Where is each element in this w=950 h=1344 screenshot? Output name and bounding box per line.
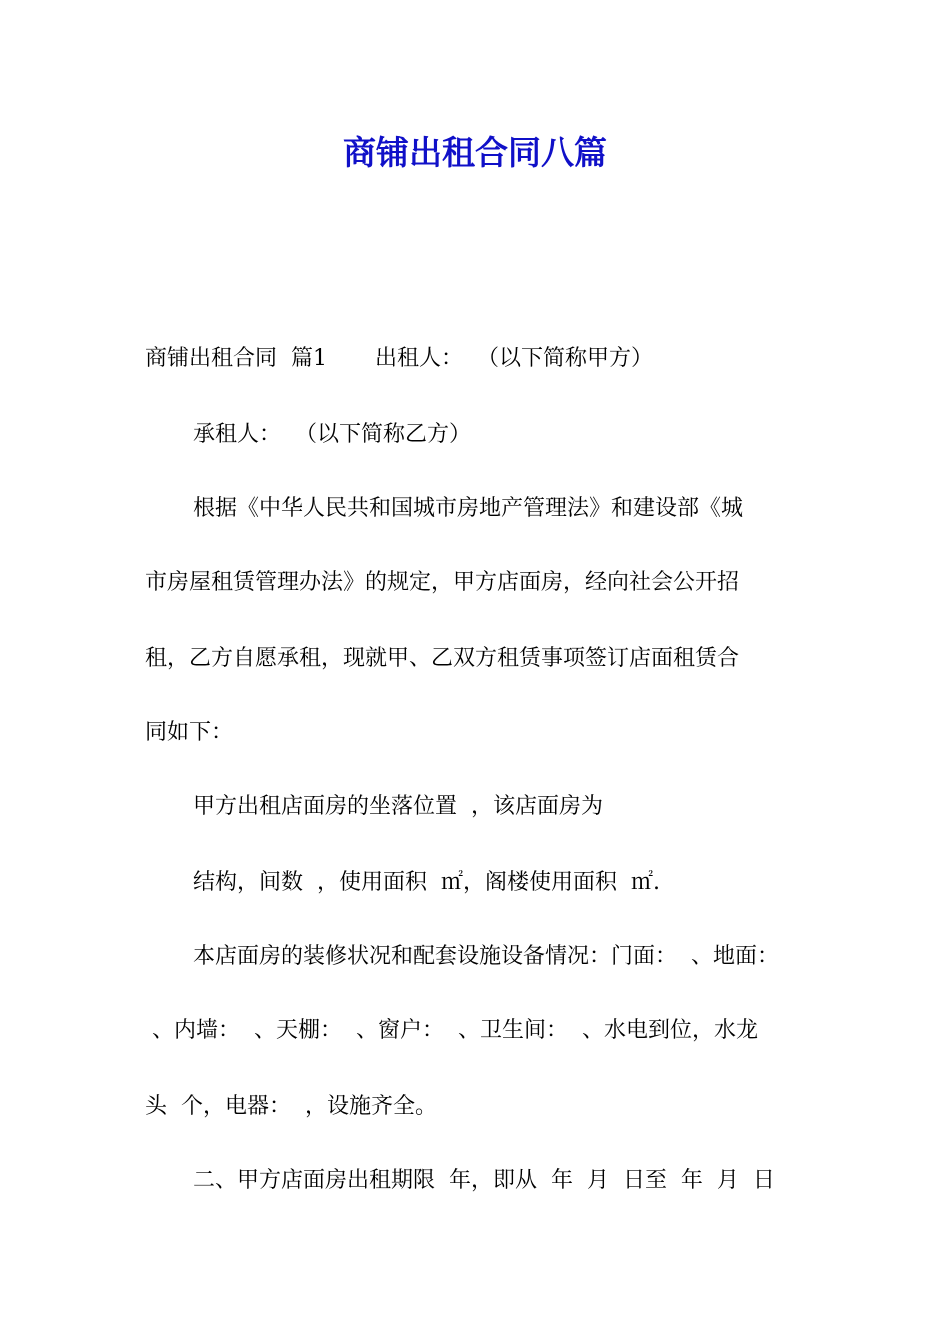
document-title: 商铺出租合同八篇 [343,133,607,172]
paragraph-line-7: 甲方出租店面房的坐落位置 ，该店面房为 [193,794,603,819]
paragraph-line-10: 、内墙： 、天棚： 、窗户： 、卫生间： 、水电到位，水龙 [145,1018,758,1043]
paragraph-line-6: 同如下： [145,720,234,745]
lessee-field: 承租人： （以下简称乙方） [193,422,471,447]
lessor-field: 出租人： （以下简称甲方） [374,346,653,371]
paragraph-line-9: 本店面房的装修状况和配套设施设备情况：门面： 、地面： [193,944,779,969]
paragraph-line-12: 二、甲方店面房出租期限 年，即从 年 月 日至 年 月 日 [193,1168,775,1193]
paragraph-line-5: 租，乙方自愿承租，现就甲、乙双方租赁事项签订店面租赁合 [145,646,740,671]
paragraph-line-1 [145,344,653,374]
paragraph-line-8: 结构，间数 ，使用面积 ㎡，阁楼使用面积 ㎡. [193,870,660,895]
paragraph-line-4: 市房屋租赁管理办法》的规定，甲方店面房，经向社会公开招 [145,570,740,595]
contract-section-heading: 商铺出租合同 篇1 [145,346,327,371]
paragraph-line-3: 根据《中华人民共和国城市房地产管理法》和建设部《城 [193,496,744,521]
paragraph-line-11: 头 个，电器： ，设施齐全。 [145,1094,437,1119]
